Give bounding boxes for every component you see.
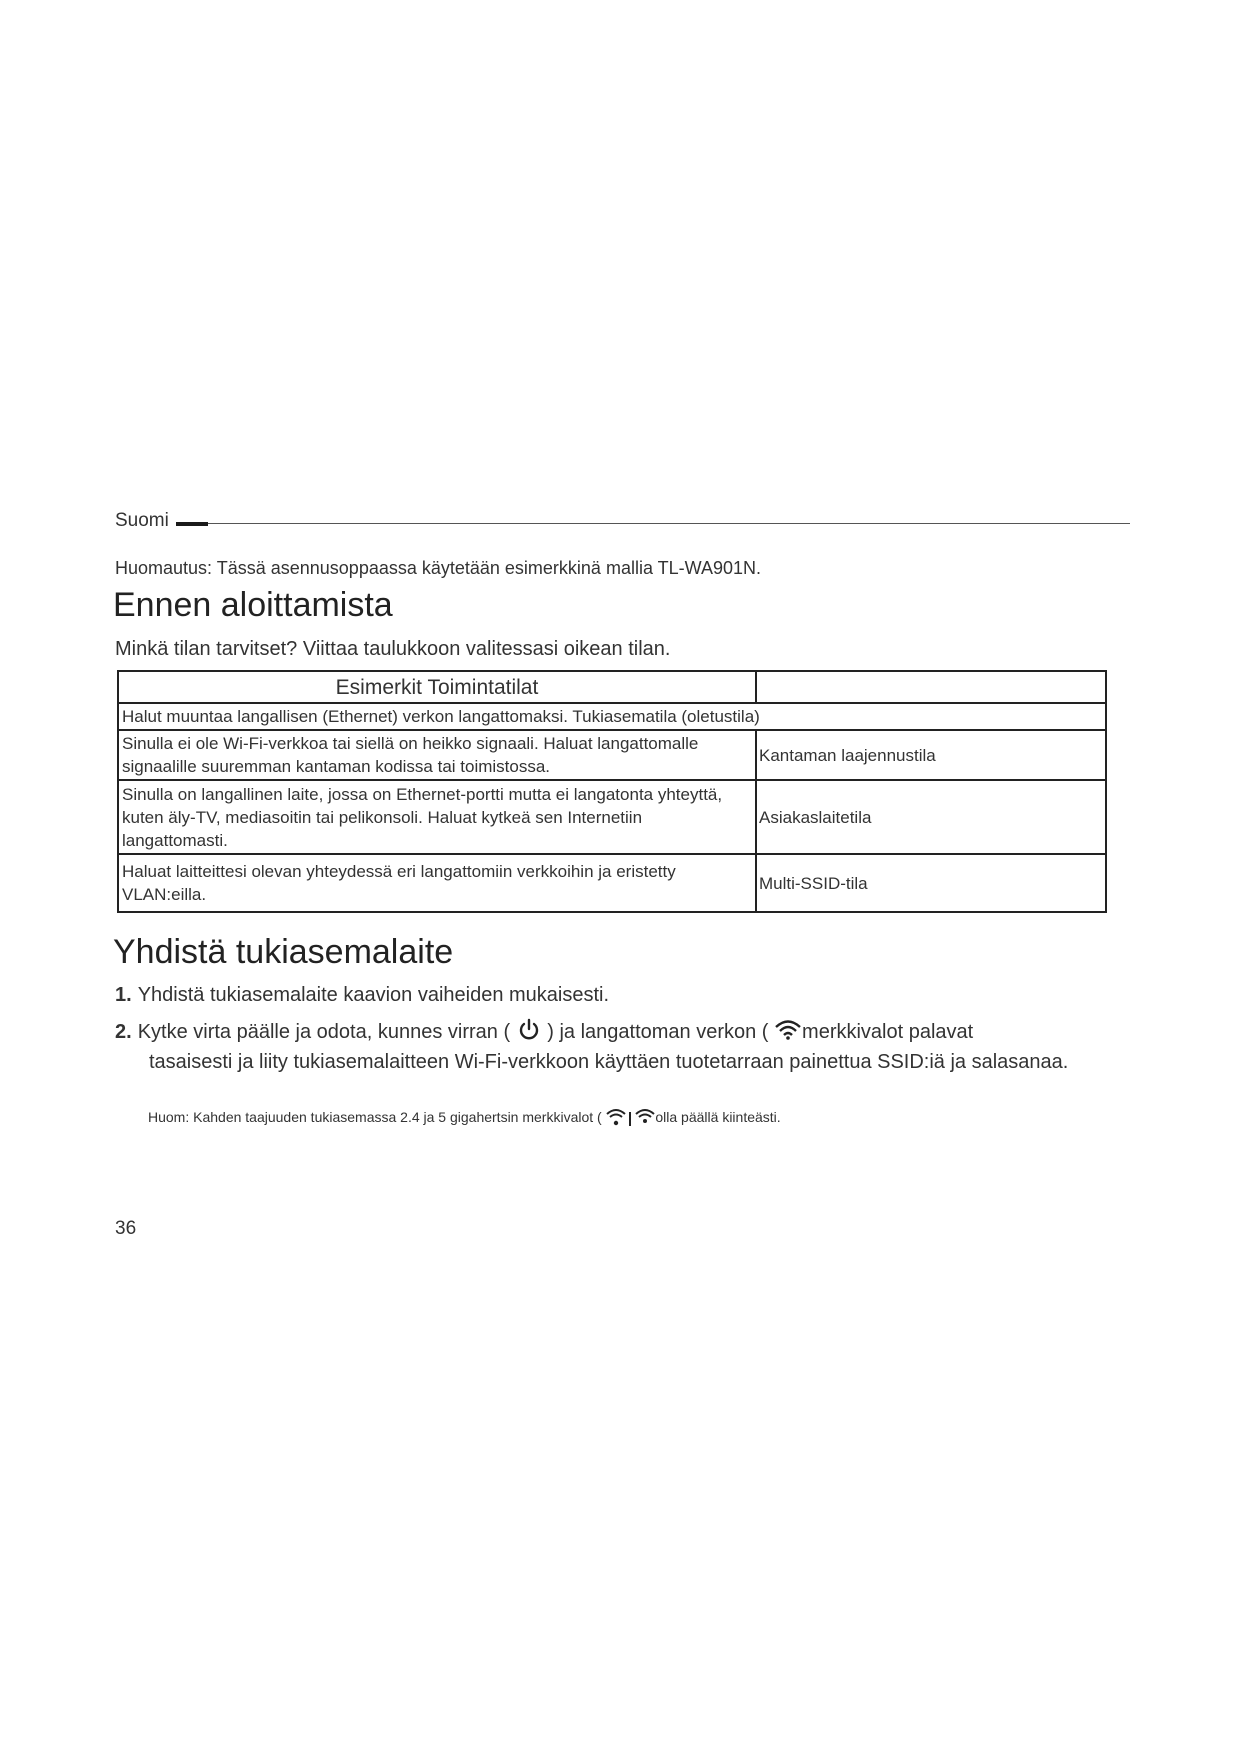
table-cell-mode: Multi-SSID-tila	[756, 854, 1106, 912]
table-row	[118, 854, 1106, 912]
example-text: Sinulla ei ole Wi-Fi-verkkoa tai siellä on heikko signaali. Haluat langattomalle signaalille suuremman kantaman kodissa tai toimistossa.	[122, 734, 699, 776]
step-2	[115, 1016, 1075, 1075]
table-cell-example: Halut muuntaa langallisen (Ethernet) verkon langattomaksi. Tukiasematila (oletustila)	[118, 703, 1106, 730]
icon-separator	[629, 1112, 631, 1126]
step-text-part: Kytke virta päälle ja odota, kunnes virran (	[137, 1020, 511, 1043]
wifi-5g-icon	[635, 1108, 655, 1129]
table-header-empty	[756, 671, 1106, 703]
table-cell-example: Haluat laitteittesi olevan yhteydessä eri langattomiin verkkoihin ja eristetty VLAN:eilla.	[118, 854, 756, 912]
wifi-icon	[774, 1018, 802, 1047]
wifi-2g-icon	[606, 1108, 626, 1129]
step-text-continued: tasaisesti ja liity tukiasemalaitteen Wi-Fi-verkkoon käyttäen tuotetarraan painettua SSID:iä ja salasanaa.	[149, 1051, 1069, 1073]
step-text-part: ) ja langattoman verkon (	[547, 1020, 769, 1043]
table-cell-mode: Asiakaslaitetila	[756, 780, 1106, 854]
page-number: 36	[115, 1218, 137, 1239]
section-title-before-start: Ennen aloittamista	[113, 586, 393, 624]
table-row	[118, 730, 1106, 780]
table-header-cell: Esimerkit Toimintatilat	[118, 671, 756, 703]
note-text-part: olla päällä kiinteästi.	[655, 1109, 781, 1126]
table-cell-example: Sinulla on langallinen laite, jossa on Ethernet-portti mutta ei langatonta yhteyttä, kuten äly-TV, mediasoitin tai pelikonsoli. Haluat kytkeä sen Internetiin langattomasti.	[118, 780, 756, 854]
step-1	[115, 982, 609, 1008]
table-row	[118, 703, 1106, 730]
section-title-connect: Yhdistä tukiasemalaite	[113, 933, 454, 971]
model-note: Huomautus: Tässä asennusoppaassa käytetään esimerkkinä mallia TL-WA901N.	[115, 558, 761, 578]
step-text-part: merkkivalot palavat	[802, 1020, 974, 1043]
header-rule	[208, 523, 1130, 524]
dual-band-note	[148, 1108, 781, 1129]
note-text-part: Huom: Kahden taajuuden tukiasemassa 2.4 ja 5 gigahertsin merkkivalot (	[148, 1109, 602, 1126]
power-icon	[516, 1016, 542, 1049]
step-number: 2.	[115, 1020, 132, 1043]
step-number: 1.	[115, 984, 132, 1006]
page-header	[115, 510, 1130, 534]
table-row	[118, 780, 1106, 854]
language-label: Suomi	[115, 510, 169, 531]
table-cell-example	[118, 730, 756, 780]
table-header-row	[118, 671, 1106, 703]
step-text: Yhdistä tukiasemalaite kaavion vaiheiden mukaisesti.	[137, 984, 610, 1006]
section-intro: Minkä tilan tarvitset? Viittaa taulukkoon valitessasi oikean tilan.	[115, 638, 671, 660]
header-accent-bar	[176, 522, 208, 526]
mode-table	[117, 670, 1107, 913]
table-cell-mode: Kantaman laajennustila	[756, 730, 1106, 780]
